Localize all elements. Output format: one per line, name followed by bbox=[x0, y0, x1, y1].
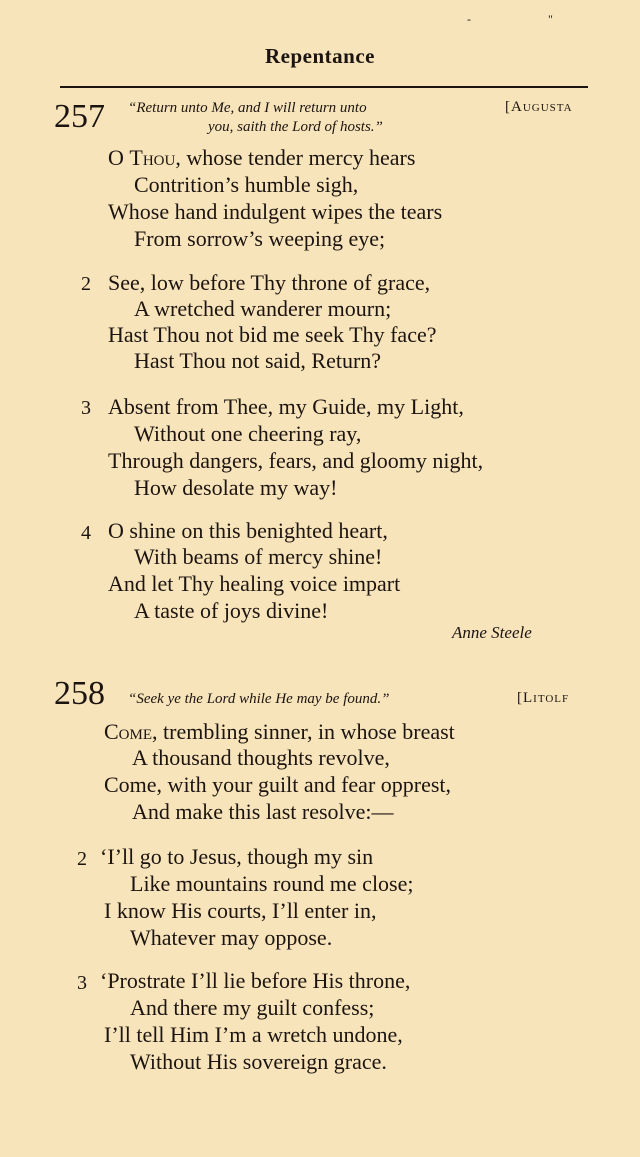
header-rule bbox=[60, 86, 588, 88]
verse-line: Through dangers, fears, and gloomy night, bbox=[108, 448, 484, 473]
verse-line: A taste of joys divine! bbox=[134, 598, 329, 623]
verse-line: How desolate my way! bbox=[134, 475, 338, 500]
epigraph-line: “Return unto Me, and I will return unto bbox=[128, 100, 367, 116]
verse-line: Whose hand indulgent wipes the tears bbox=[108, 199, 443, 224]
verse-line: I know His courts, I’ll enter in, bbox=[104, 898, 377, 923]
verse-line: Contrition’s humble sigh, bbox=[134, 172, 359, 197]
verse-number: 2 bbox=[81, 273, 91, 295]
verse-line: A thousand thoughts revolve, bbox=[132, 745, 390, 770]
verse-number: 3 bbox=[81, 397, 91, 419]
verse-line: Without one cheering ray, bbox=[134, 421, 362, 446]
corner-mark: " bbox=[548, 12, 553, 26]
verse-line: Come, trembling sinner, in whose breast bbox=[104, 719, 455, 744]
epigraph-line: you, saith the Lord of hosts.” bbox=[208, 119, 383, 135]
tune-name: [Augusta bbox=[505, 99, 573, 115]
verse-line: Without His sovereign grace. bbox=[130, 1049, 387, 1074]
verse-line: I’ll tell Him I’m a wretch undone, bbox=[104, 1022, 403, 1047]
corner-mark: - bbox=[467, 12, 471, 26]
verse-line: And let Thy healing voice impart bbox=[108, 571, 401, 596]
verse-line: O Thou, whose tender mercy hears bbox=[108, 145, 416, 170]
verse-line: ‘I’ll go to Jesus, though my sin bbox=[100, 844, 374, 869]
verse-line: ‘Prostrate I’ll lie before His throne, bbox=[100, 968, 411, 993]
epigraph-line: “Seek ye the Lord while He may be found.” bbox=[128, 691, 390, 707]
verse-line: Hast Thou not said, Return? bbox=[134, 348, 382, 373]
hymn-number: 257 bbox=[54, 98, 105, 135]
hymn-number: 258 bbox=[54, 675, 105, 712]
verse-line: Come, with your guilt and fear opprest, bbox=[104, 772, 452, 797]
verse-number: 2 bbox=[77, 848, 87, 870]
verse-line: Hast Thou not bid me seek Thy face? bbox=[108, 322, 437, 347]
verse-number: 3 bbox=[77, 972, 87, 994]
author-credit: Anne Steele bbox=[452, 623, 532, 642]
verse-line: And make this last resolve:— bbox=[132, 799, 394, 824]
verse-line: From sorrow’s weeping eye; bbox=[134, 226, 386, 251]
running-head: Repentance bbox=[265, 44, 375, 68]
verse-line: O shine on this benighted heart, bbox=[108, 518, 388, 543]
verse-line: Like mountains round me close; bbox=[130, 871, 414, 896]
verse-line: Whatever may oppose. bbox=[130, 925, 333, 950]
verse-number: 4 bbox=[81, 522, 91, 544]
verse-line: And there my guilt confess; bbox=[130, 995, 375, 1020]
verse-line: A wretched wanderer mourn; bbox=[134, 296, 392, 321]
verse-line: Absent from Thee, my Guide, my Light, bbox=[108, 394, 464, 419]
verse-line: See, low before Thy throne of grace, bbox=[108, 270, 431, 295]
tune-name: [Litolf bbox=[517, 690, 570, 706]
verse-line: With beams of mercy shine! bbox=[134, 544, 383, 569]
